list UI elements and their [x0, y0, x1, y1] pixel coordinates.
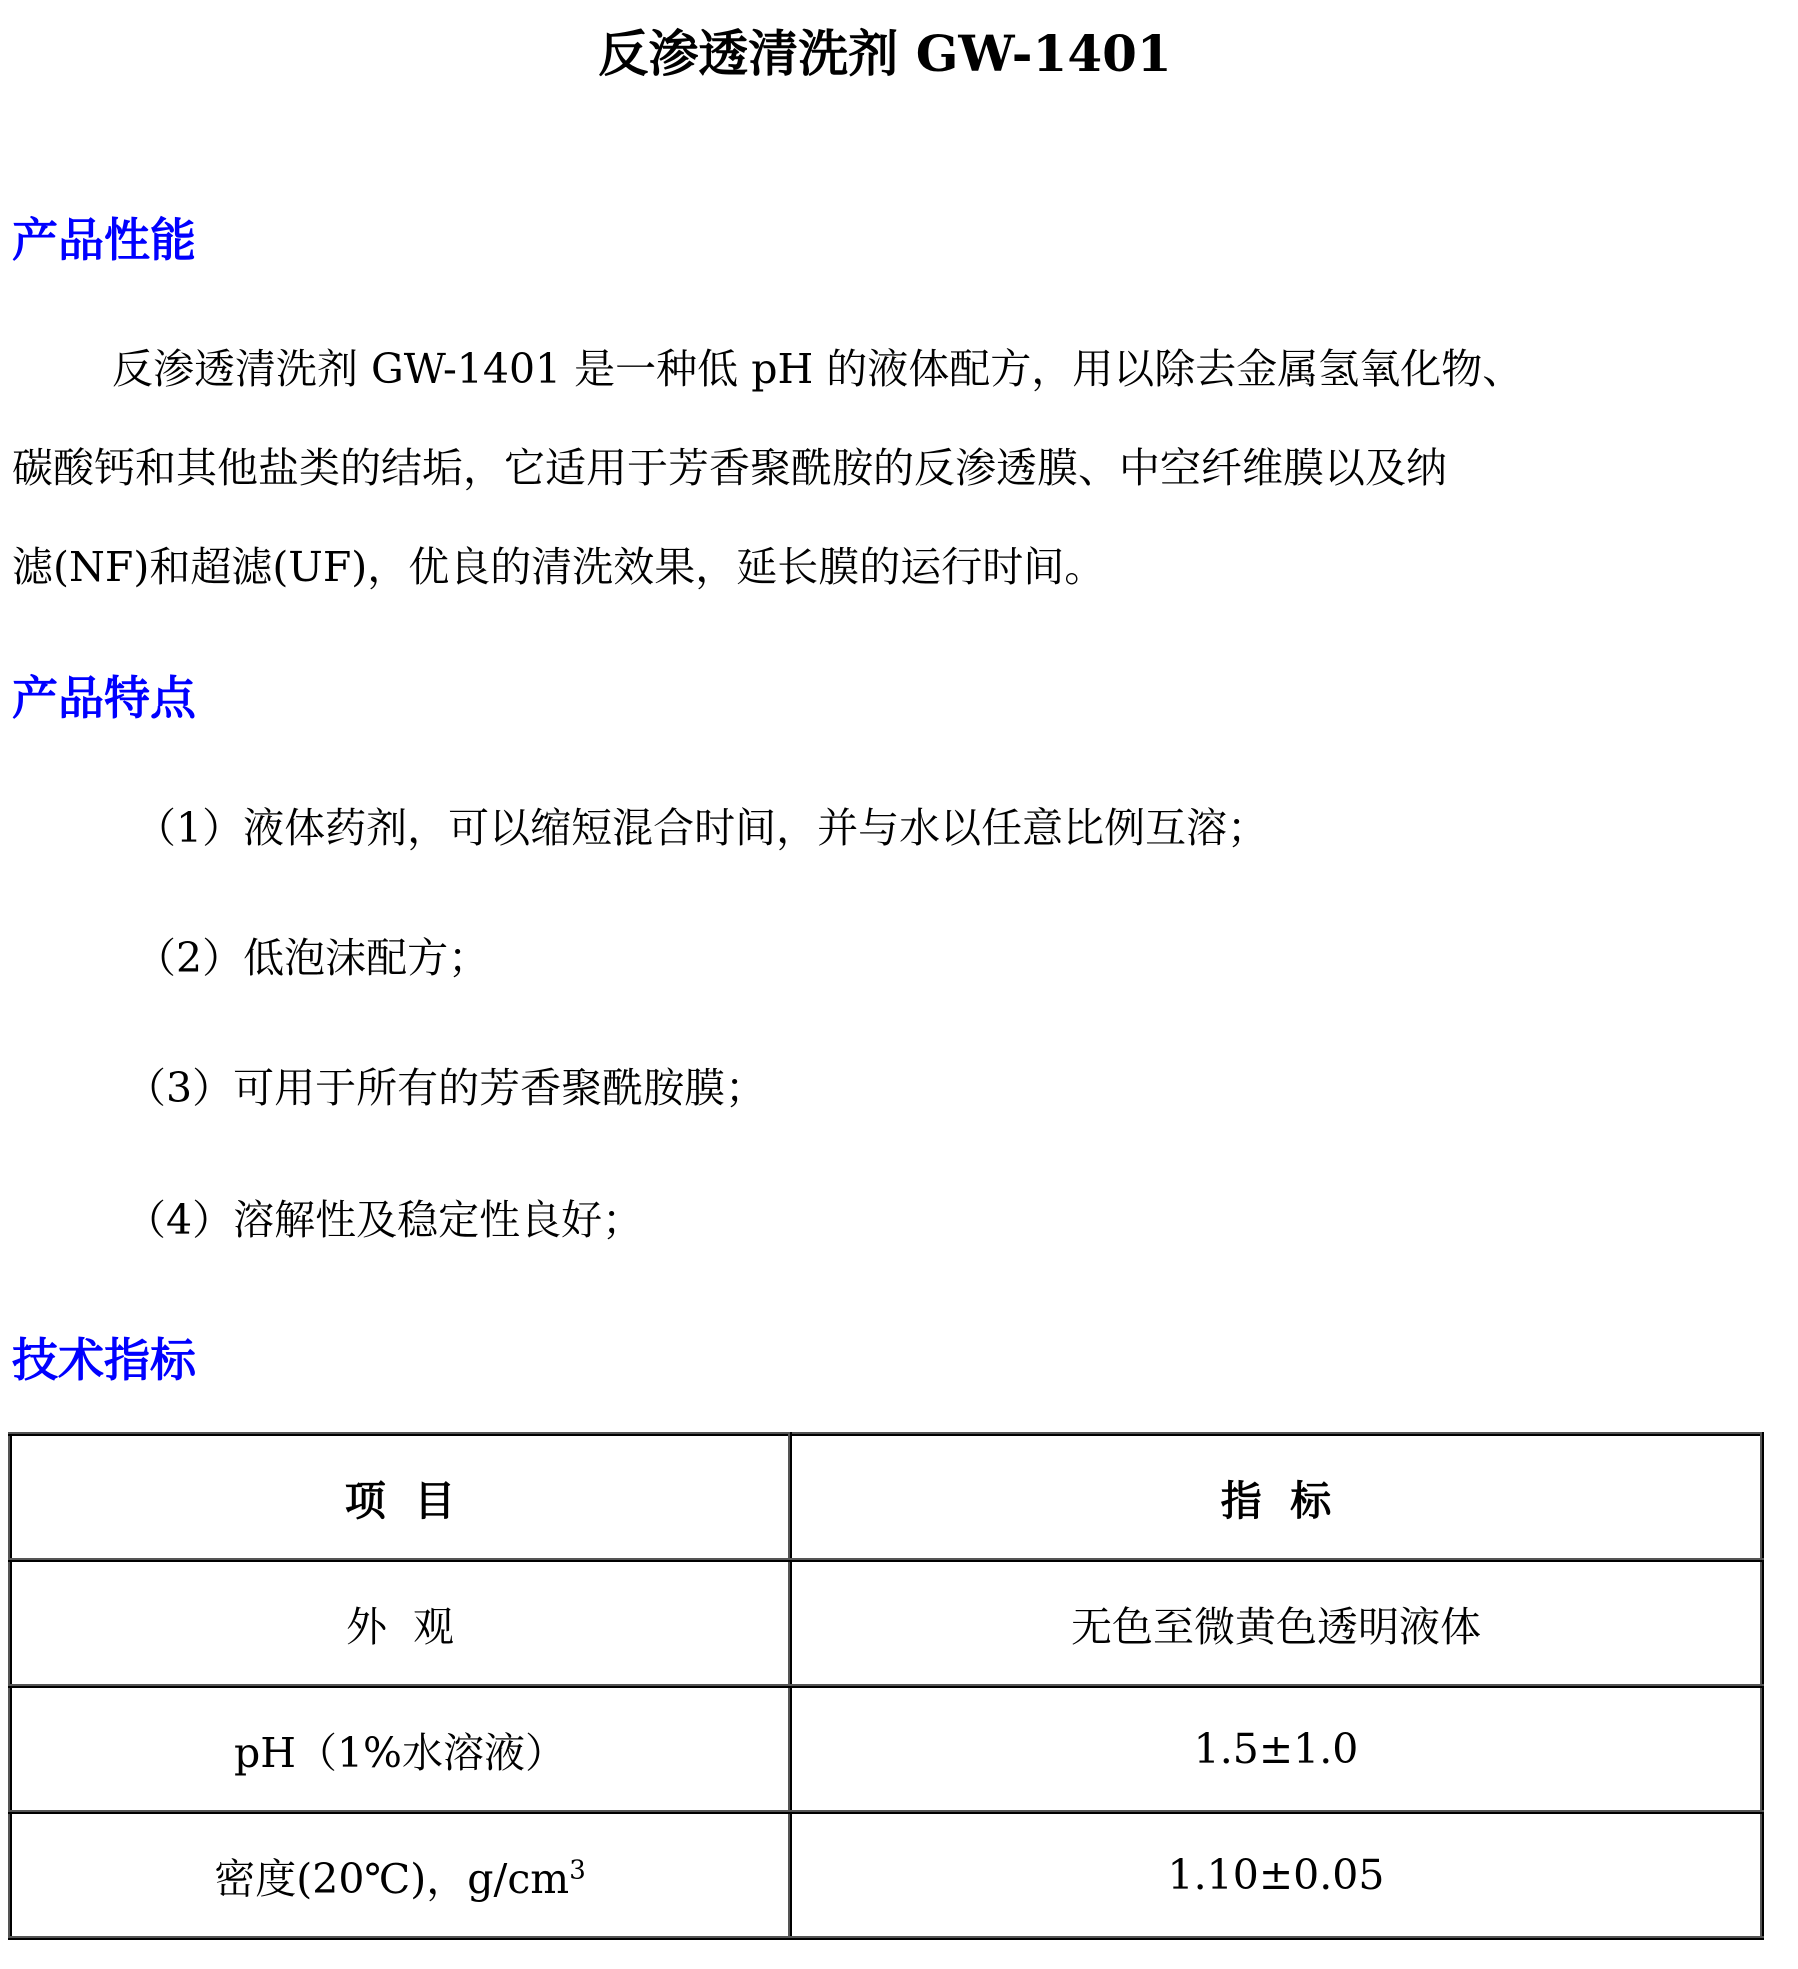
- cell-item: [10, 1812, 790, 1938]
- heading-features: 产品特点: [12, 671, 196, 725]
- density-label: 密度(20℃)，g/cm: [214, 1854, 570, 1903]
- feature-item: （3）可用于所有的芳香聚酰胺膜；: [125, 1064, 767, 1112]
- cell-item: pH（1%水溶液）: [10, 1686, 790, 1812]
- feature-item: （2）低泡沫配方；: [135, 934, 490, 982]
- performance-paragraph: [12, 320, 1772, 617]
- spec-table: [8, 1432, 1764, 1940]
- table-row: [10, 1686, 1762, 1812]
- paragraph-line: 滤(NF)和超滤(UF)，优良的清洗效果，延长膜的运行时间。: [12, 543, 1106, 591]
- heading-specs: 技术指标: [12, 1333, 196, 1387]
- table-row: [10, 1812, 1762, 1938]
- column-header-item: 项 目: [10, 1434, 790, 1560]
- heading-performance: 产品性能: [12, 213, 196, 267]
- paragraph-line: 碳酸钙和其他盐类的结垢，它适用于芳香聚酰胺的反渗透膜、中空纤维膜以及纳: [12, 444, 1447, 492]
- table-row: [10, 1560, 1762, 1686]
- cell-item: 外 观: [10, 1560, 790, 1686]
- paragraph-line: 反渗透清洗剂 GW-1401 是一种低 pH 的液体配方，用以除去金属氢氧化物、: [112, 345, 1524, 393]
- feature-item: （1）液体药剂，可以缩短混合时间，并与水以任意比例互溶；: [135, 804, 1269, 852]
- density-exponent: 3: [569, 1854, 586, 1885]
- table-header-row: [10, 1434, 1762, 1560]
- cell-value: 无色至微黄色透明液体: [790, 1560, 1762, 1686]
- column-header-value: 指 标: [790, 1434, 1762, 1560]
- feature-item: （4）溶解性及稳定性良好；: [125, 1196, 644, 1244]
- document-title: 反渗透清洗剂 GW-1401: [598, 24, 1172, 83]
- cell-value: 1.5±1.0: [790, 1686, 1762, 1812]
- cell-value: 1.10±0.05: [790, 1812, 1762, 1938]
